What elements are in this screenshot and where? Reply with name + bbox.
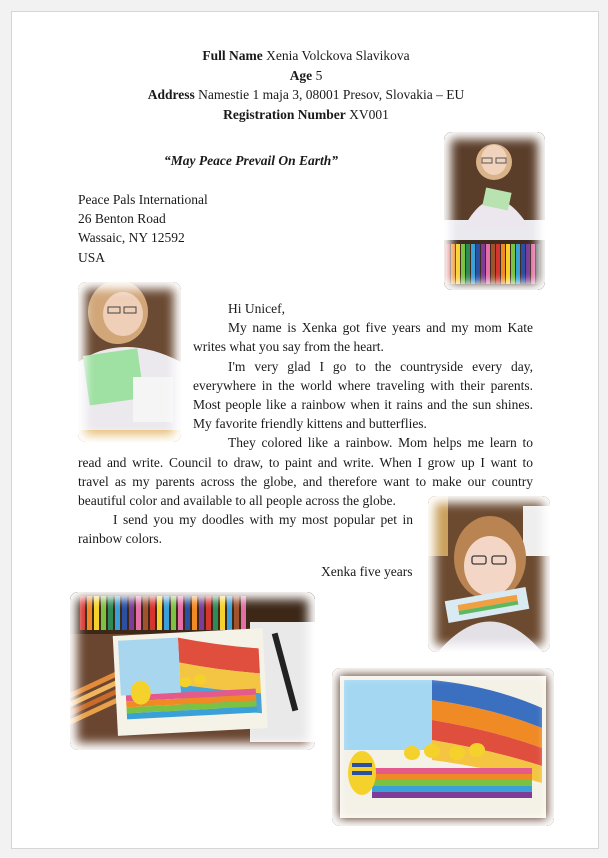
address-label: Address: [147, 87, 195, 102]
letter-line: I'm very glad I go to the countryside every day,: [228, 358, 533, 374]
letter-greeting: Hi Unicef,: [228, 301, 285, 316]
letter-line: read and write. Council to draw, to paint and write. When I grow up I want to: [78, 455, 533, 470]
letter-closing-block: [78, 510, 413, 548]
photo-girl-drawing: [444, 132, 545, 290]
letter-line: My favorite friendly kittens and butterflies.: [193, 416, 427, 432]
age-line: [12, 66, 600, 86]
registration-label: Registration Number: [223, 107, 346, 122]
photo-girl-with-drawing: [78, 282, 181, 442]
photo-girl-holding-drawing: [428, 496, 550, 652]
registration-value: XV001: [349, 107, 389, 122]
motto: “May Peace Prevail On Earth”: [164, 153, 338, 168]
letter-line: travel as my parents across the globe, and therefore want to make our country: [78, 474, 533, 490]
recipient-line: USA: [78, 249, 106, 265]
recipient-line: 26 Benton Road: [78, 211, 166, 227]
letter-page: [11, 11, 599, 849]
letter-line: Most people like a rainbow when it rains and the sun shines.: [193, 397, 533, 413]
recipient-line: Wassaic, NY 12592: [78, 230, 185, 246]
recipient-address: [78, 190, 208, 267]
letter-line: My name is Xenka got five years and my mom Kate: [228, 320, 533, 336]
photo-drawing-with-pencils: [70, 592, 315, 750]
letter-line: rainbow colors.: [78, 531, 162, 547]
age-label: Age: [289, 68, 313, 83]
letter-line: I send you my doodles with my most popular pet in: [113, 512, 413, 527]
address-value: Namestie 1 maja 3, 08001 Presov, Slovakia – EU: [198, 87, 465, 102]
age-value: 5: [315, 68, 323, 83]
registration-line: [12, 105, 600, 125]
full-name-value: Xenia Volckova Slavikova: [266, 48, 410, 63]
letter-line: They colored like a rainbow. Mom helps me learn to: [228, 435, 533, 451]
letter-line: everywhere in the world where traveling with their parents.: [193, 377, 533, 393]
letter-greeting-block: [193, 299, 533, 453]
full-name-line: [12, 46, 600, 66]
address-line: [12, 85, 600, 105]
letter-line: writes what you say from the heart.: [193, 339, 384, 355]
photo-drawing-closeup: [332, 668, 554, 826]
recipient-line: Peace Pals International: [78, 192, 208, 207]
letter-signature: Xenka five years: [321, 564, 413, 579]
letter-line: beautiful color and available to all people across the globe.: [78, 493, 396, 509]
full-name-label: Full Name: [202, 48, 263, 63]
